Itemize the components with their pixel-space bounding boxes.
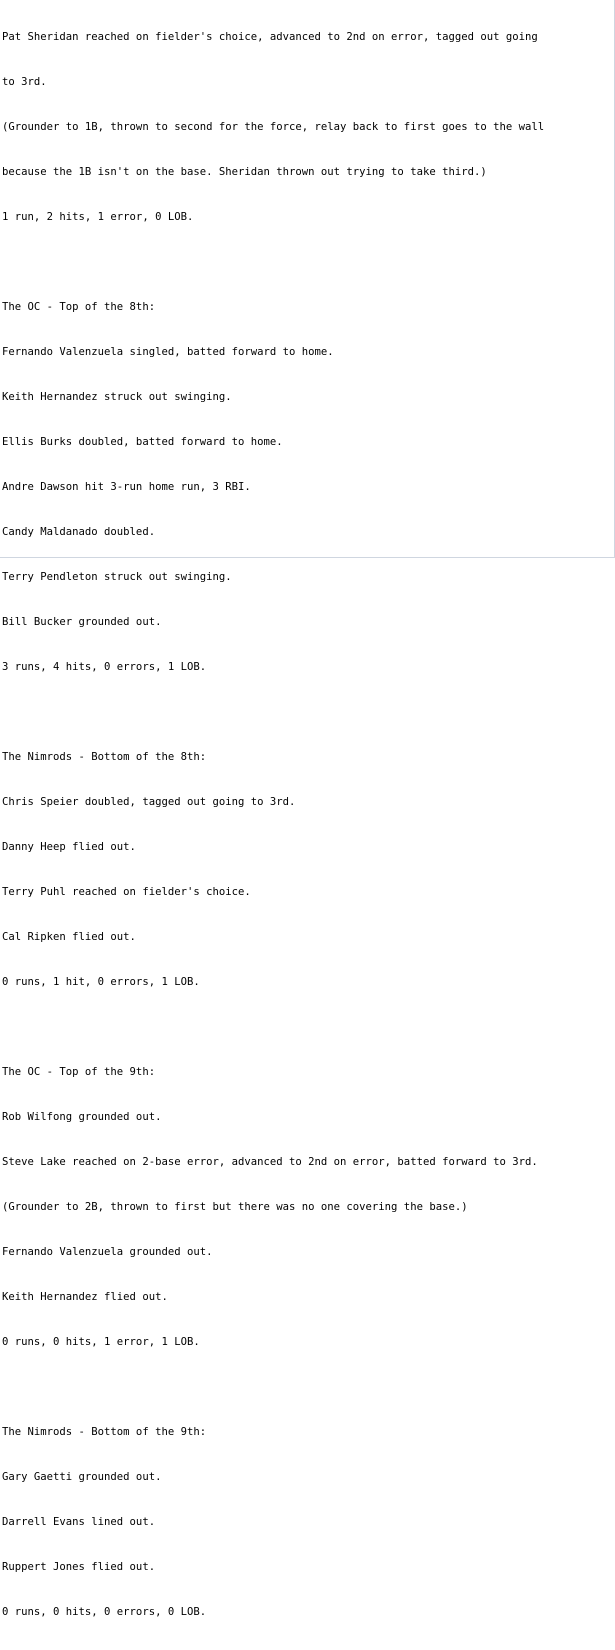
log-line: Terry Puhl reached on fielder's choice. (2, 886, 251, 898)
log-line: Keith Hernandez flied out. (2, 1291, 168, 1303)
log-line: The OC - Top of the 9th: (2, 1066, 156, 1078)
log-line (2, 1020, 607, 1035)
log-line: 1 run, 2 hits, 1 error, 0 LOB. (2, 211, 194, 223)
log-line: 0 runs, 0 hits, 1 error, 1 LOB. (2, 1336, 200, 1348)
log-line: 0 runs, 1 hit, 0 errors, 1 LOB. (2, 976, 200, 988)
log-line: 0 runs, 0 hits, 0 errors, 0 LOB. (2, 1606, 207, 1618)
log-line: Darrell Evans lined out. (2, 1516, 156, 1528)
log-line: The Nimrods - Bottom of the 8th: (2, 751, 207, 763)
log-line: Keith Hernandez struck out swinging. (2, 391, 232, 403)
log-line (2, 1380, 607, 1395)
log-line: because the 1B isn't on the base. Sheridan thrown out trying to take third.) (2, 166, 487, 178)
log-line: Ruppert Jones flied out. (2, 1561, 156, 1573)
log-line: (Grounder to 2B, thrown to first but there was no one covering the base.) (2, 1201, 468, 1213)
log-line: Cal Ripken flied out. (2, 931, 136, 943)
log-line (2, 705, 607, 720)
log-line: Andre Dawson hit 3-run home run, 3 RBI. (2, 481, 251, 493)
log-line: Candy Maldanado doubled. (2, 526, 156, 538)
game-log-text[interactable] (2, 0, 607, 1618)
log-line: Pat Sheridan reached on fielder's choice, advanced to 2nd on error, tagged out going (2, 31, 538, 43)
log-line: (Grounder to 1B, thrown to second for the force, relay back to first goes to the wall (2, 121, 545, 133)
log-line: Terry Pendleton struck out swinging. (2, 571, 232, 583)
log-line: The Nimrods - Bottom of the 9th: (2, 1426, 207, 1438)
log-line: to 3rd. (2, 76, 47, 88)
log-line: Danny Heep flied out. (2, 841, 136, 853)
log-line: Steve Lake reached on 2-base error, advanced to 2nd on error, batted forward to 3rd. (2, 1156, 538, 1168)
log-line: Fernando Valenzuela grounded out. (2, 1246, 213, 1258)
log-line: Rob Wilfong grounded out. (2, 1111, 162, 1123)
log-line: Bill Bucker grounded out. (2, 616, 162, 628)
log-line (2, 255, 607, 270)
log-line: The OC - Top of the 8th: (2, 301, 156, 313)
log-line: Fernando Valenzuela singled, batted forward to home. (2, 346, 334, 358)
log-line: 3 runs, 4 hits, 0 errors, 1 LOB. (2, 661, 207, 673)
log-line: Chris Speier doubled, tagged out going to 3rd. (2, 796, 296, 808)
log-line: Gary Gaetti grounded out. (2, 1471, 162, 1483)
log-line: Ellis Burks doubled, batted forward to home. (2, 436, 283, 448)
